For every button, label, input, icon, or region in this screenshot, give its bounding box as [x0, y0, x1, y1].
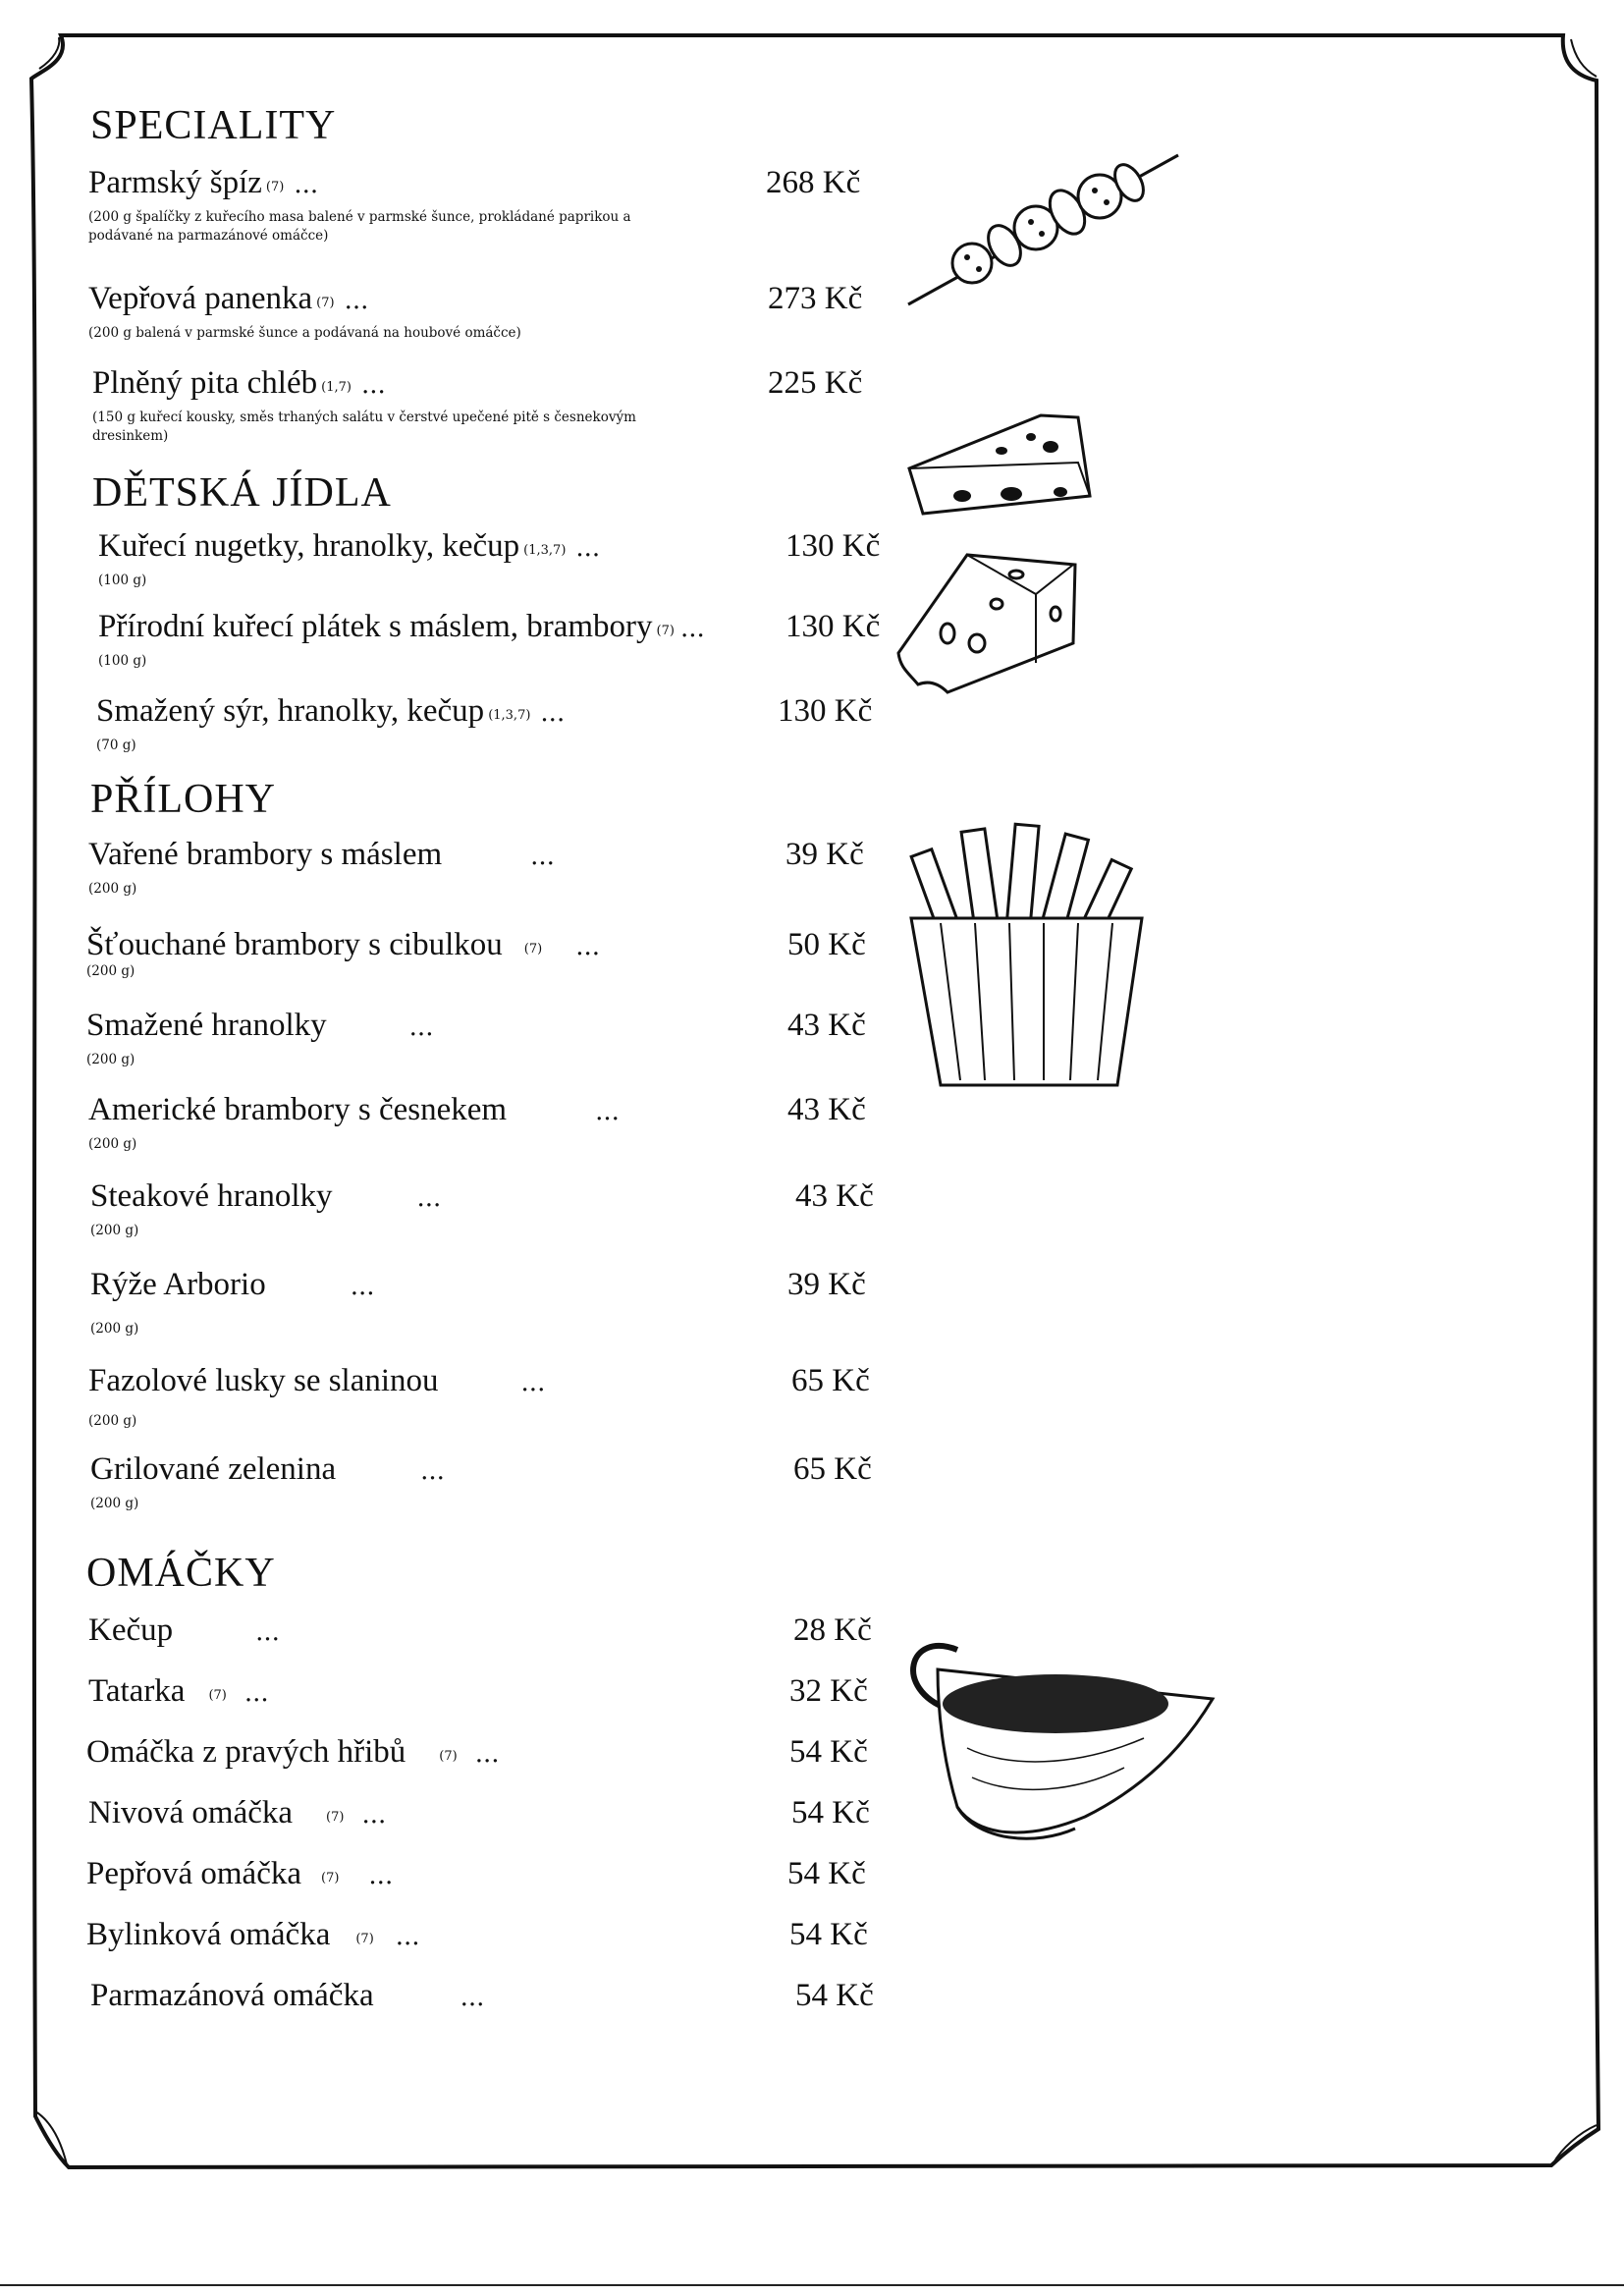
item-price: 32 Kč	[789, 1673, 868, 1709]
item-dots: ...	[395, 1922, 420, 1951]
item-price: 54 Kč	[791, 1795, 870, 1831]
item-dots: ...	[361, 1800, 387, 1830]
item-dots: ...	[460, 1983, 485, 2012]
item-price: 43 Kč	[787, 1008, 866, 1043]
gravy-boat-illustration	[889, 1611, 1222, 1851]
menu-item	[90, 1267, 905, 1339]
cheese-wedge-illustration	[903, 408, 1095, 525]
item-allergens: (1,7)	[321, 380, 352, 395]
item-name: Bylinková omáčka	[86, 1917, 331, 1952]
item-name: Rýže Arborio	[90, 1267, 266, 1302]
menu-item	[86, 1734, 901, 1774]
item-name: Smažené hranolky	[86, 1008, 327, 1043]
menu-item	[88, 1092, 903, 1154]
menu-item	[90, 1978, 905, 2017]
menu-item	[86, 927, 901, 981]
item-price: 54 Kč	[789, 1734, 868, 1770]
item-price: 54 Kč	[795, 1978, 874, 2013]
item-dots: ...	[368, 1861, 394, 1890]
item-name: Parmský špíz	[88, 165, 262, 200]
item-price: 65 Kč	[791, 1363, 870, 1398]
item-dots: ...	[575, 533, 601, 563]
item-dots: ...	[255, 1617, 280, 1647]
item-name: Šťouchané brambory s cibulkou	[86, 927, 503, 962]
fries-illustration	[901, 820, 1152, 1100]
item-dots: ...	[360, 370, 386, 400]
menu-item	[88, 837, 903, 899]
item-price: 54 Kč	[787, 1856, 866, 1891]
item-note: (200 g)	[86, 1052, 135, 1067]
item-price: 130 Kč	[785, 609, 881, 644]
menu-item	[88, 165, 903, 246]
menu-item	[90, 1451, 905, 1513]
item-name: Steakové hranolky	[90, 1178, 333, 1214]
item-name: Vařené brambory s máslem	[88, 837, 443, 872]
item-name: Parmazánová omáčka	[90, 1978, 374, 2013]
item-note: (100 g)	[98, 573, 147, 588]
item-note: (200 g)	[88, 1136, 137, 1152]
item-dots: ...	[244, 1678, 269, 1708]
item-note: (200 g špalíčky z kuřecího masa balené v parmské šunce, prokládané paprikou a podávané na parmazánové omáčce)	[88, 209, 631, 244]
item-name: Nivová omáčka	[88, 1795, 294, 1831]
menu-item	[88, 1612, 903, 1652]
item-name: Fazolové lusky se slaninou	[88, 1363, 439, 1398]
menu-item	[90, 1178, 905, 1240]
menu-item	[96, 693, 911, 755]
item-dots: ...	[420, 1456, 445, 1486]
item-name: Omáčka z pravých hřibů	[86, 1734, 406, 1770]
section-title-sides: PŘÍLOHY	[90, 777, 277, 822]
item-allergens: (7)	[208, 1688, 227, 1703]
item-allergens: (7)	[656, 624, 675, 638]
item-note: (100 g)	[98, 653, 147, 669]
item-price: 39 Kč	[787, 1267, 866, 1302]
skewer-illustration	[898, 147, 1188, 314]
menu-item	[86, 1917, 901, 1956]
item-note: (150 g kuřecí kousky, směs trhaných salátu v čerstvé upečené pitě s česnekovým dresinkem)	[92, 410, 636, 444]
item-allergens: (7)	[355, 1932, 374, 1946]
item-note: (200 g balená v parmské šunce a podávaná na houbové omáčce)	[88, 325, 521, 341]
item-price: 225 Kč	[768, 365, 863, 401]
item-price: 50 Kč	[787, 927, 866, 962]
item-allergens: (7)	[265, 180, 285, 194]
item-note: (200 g)	[88, 1413, 137, 1429]
item-dots: ...	[408, 1012, 434, 1042]
item-dots: ...	[416, 1183, 442, 1213]
item-dots: ...	[350, 1272, 375, 1301]
item-price: 130 Kč	[778, 693, 873, 729]
item-dots: ...	[540, 698, 566, 728]
section-title-speciality: SPECIALITY	[90, 103, 337, 148]
item-name: Smažený sýr, hranolky, kečup	[96, 693, 485, 729]
item-note: (200 g)	[86, 963, 135, 979]
item-name: Plněný pita chléb	[92, 365, 318, 401]
menu-item	[92, 365, 907, 446]
item-price: 130 Kč	[785, 528, 881, 564]
item-price: 39 Kč	[785, 837, 864, 872]
menu-item	[98, 528, 913, 590]
item-price: 268 Kč	[766, 165, 861, 200]
menu-item	[88, 281, 903, 343]
item-dots: ...	[474, 1739, 500, 1769]
menu-item	[88, 1795, 903, 1834]
section-title-kids-meals: DĚTSKÁ JÍDLA	[92, 470, 392, 516]
item-dots: ...	[575, 932, 600, 961]
cheese-block-illustration	[889, 535, 1085, 697]
menu-item	[86, 1856, 901, 1895]
item-name: Pepřová omáčka	[86, 1856, 301, 1891]
item-price: 43 Kč	[795, 1178, 874, 1214]
item-price: 54 Kč	[789, 1917, 868, 1952]
item-name: Tatarka	[88, 1673, 186, 1709]
item-note: (200 g)	[90, 1223, 139, 1238]
item-price: 28 Kč	[793, 1612, 872, 1648]
section-title-sauces: OMÁČKY	[86, 1551, 276, 1596]
item-dots: ...	[530, 842, 555, 871]
item-name: Grilované zelenina	[90, 1451, 337, 1487]
item-price: 273 Kč	[768, 281, 863, 316]
item-note: (200 g)	[90, 1496, 139, 1511]
item-dots: ...	[595, 1097, 620, 1126]
item-price: 65 Kč	[793, 1451, 872, 1487]
item-price: 43 Kč	[787, 1092, 866, 1127]
item-allergens: (1,3,7)	[523, 543, 567, 558]
item-dots: ...	[294, 170, 319, 199]
item-allergens: (7)	[326, 1810, 345, 1825]
item-allergens: (7)	[439, 1749, 458, 1764]
item-name: Vepřová panenka	[88, 281, 313, 316]
item-dots: ...	[344, 286, 369, 315]
menu-item	[98, 609, 913, 671]
item-allergens: (7)	[316, 296, 335, 310]
menu-item	[88, 1363, 903, 1431]
item-note: (70 g)	[96, 738, 136, 753]
item-allergens: (7)	[321, 1871, 340, 1885]
item-note: (200 g)	[88, 881, 137, 897]
item-dots: ...	[679, 614, 705, 643]
item-name: Kuřecí nugetky, hranolky, kečup	[98, 528, 520, 564]
item-name: Kečup	[88, 1612, 174, 1648]
menu-item	[86, 1008, 901, 1069]
item-allergens: (7)	[523, 942, 543, 956]
item-dots: ...	[520, 1368, 546, 1397]
item-note: (200 g)	[90, 1321, 139, 1337]
item-name: Americké brambory s česnekem	[88, 1092, 508, 1127]
item-allergens: (1,3,7)	[488, 708, 531, 723]
menu-item	[88, 1673, 903, 1713]
item-name: Přírodní kuřecí plátek s máslem, brambory	[98, 609, 653, 644]
